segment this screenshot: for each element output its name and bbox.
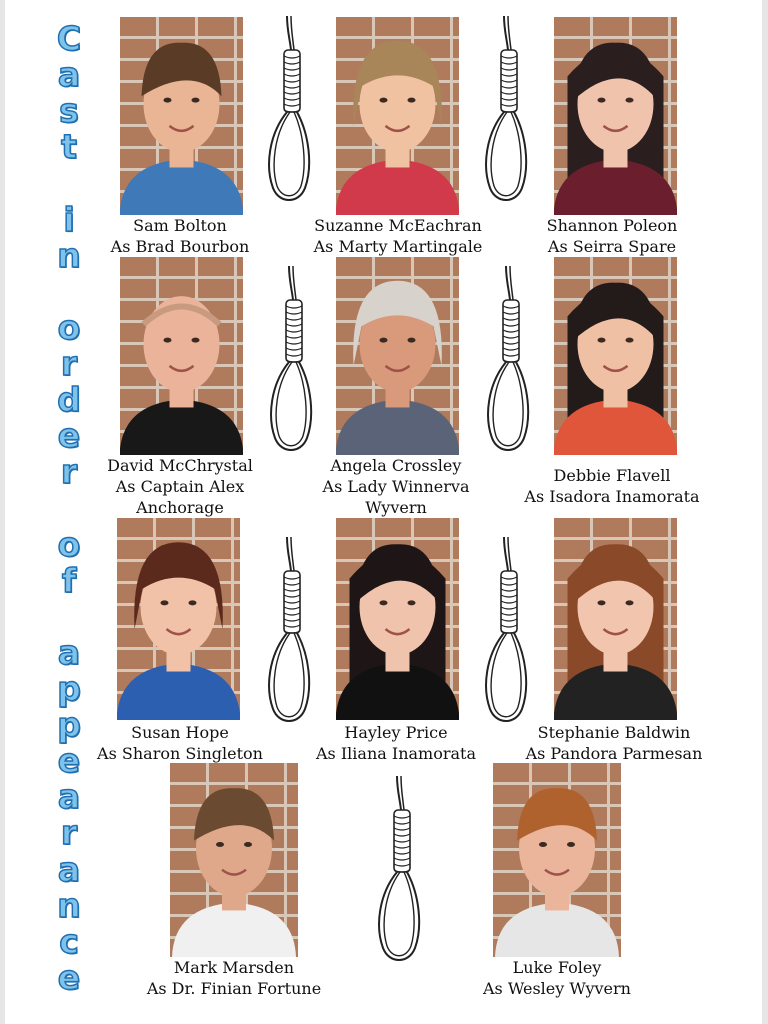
cast-photo (554, 257, 677, 455)
vertical-heading (48, 19, 90, 997)
cast-caption (90, 455, 270, 518)
actor-name: Sam Bolton (133, 216, 227, 235)
cast-photo (554, 17, 677, 215)
heading-letter: d (57, 380, 81, 419)
heading-letter: c (59, 922, 79, 961)
actor-name: Suzanne McEachran (314, 216, 482, 235)
cast-caption (134, 957, 334, 999)
role-name: As Wesley Wyvern (483, 979, 631, 998)
role-name: As Captain Alex (115, 477, 245, 496)
cast-photo (554, 518, 677, 720)
heading-letter: f (61, 561, 77, 600)
heading-letter: n (57, 236, 81, 275)
role-name: As Sharon Singleton (97, 744, 263, 763)
heading-letter: e (57, 741, 81, 780)
role-name: As Pandora Parmesan (525, 744, 703, 763)
role-name-continued: Anchorage (136, 498, 224, 517)
heading-letter: p (57, 705, 81, 744)
cast-photo (336, 257, 459, 455)
heading-letter: a (57, 777, 81, 816)
page-edge-left (0, 0, 5, 1024)
role-name: As Lady Winnerva (322, 477, 470, 496)
cast-photo (120, 257, 243, 455)
role-name: As Seirra Spare (547, 237, 677, 256)
heading-letter: e (57, 958, 81, 997)
role-name: As Dr. Finian Fortune (146, 979, 322, 998)
cast-caption (512, 722, 716, 764)
role-name: As Brad Bourbon (110, 237, 250, 256)
heading-letter: n (57, 886, 81, 925)
heading-letter: o (57, 308, 81, 347)
noose-icon (263, 16, 315, 208)
actor-name: Debbie Flavell (553, 466, 671, 485)
actor-name: Angela Crossley (330, 456, 462, 475)
actor-name: Stephanie Baldwin (537, 723, 691, 742)
heading-letter: a (57, 633, 81, 672)
cast-photo (336, 518, 459, 720)
heading-letter: a (57, 850, 81, 889)
cast-caption (88, 722, 272, 764)
heading-letter: t (61, 127, 77, 166)
heading-letter: r (60, 344, 78, 383)
cast-caption (100, 215, 260, 257)
cast-photo (120, 17, 243, 215)
actor-name: Shannon Poleon (546, 216, 678, 235)
heading-letter: i (63, 200, 75, 239)
cast-caption (306, 455, 486, 518)
page-edge-right (762, 0, 768, 1024)
actor-name: Hayley Price (344, 723, 448, 742)
cast-caption (512, 465, 712, 507)
cast-photo (117, 518, 240, 720)
cast-photo (336, 17, 459, 215)
role-name-continued: Wyvern (365, 498, 427, 517)
noose-icon (265, 266, 317, 458)
noose-icon (480, 16, 532, 208)
heading-letter: r (60, 452, 78, 491)
role-name: As Marty Martingale (313, 237, 483, 256)
cast-photo (170, 763, 298, 957)
heading-letter: C (56, 19, 82, 58)
noose-icon (373, 776, 425, 968)
cast-caption (528, 215, 696, 257)
cast-caption (298, 215, 498, 257)
noose-icon (263, 537, 315, 729)
cast-caption (303, 722, 489, 764)
actor-name: David McChrystal (107, 456, 253, 475)
actor-name: Luke Foley (512, 958, 602, 977)
heading-letter: p (57, 669, 81, 708)
role-name: As Isadora Inamorata (524, 487, 700, 506)
heading-letter: r (60, 813, 78, 852)
cast-photo (493, 763, 621, 957)
heading-letter: a (57, 55, 81, 94)
heading-letter: o (57, 525, 81, 564)
actor-name: Susan Hope (131, 723, 229, 742)
heading-letter: e (57, 416, 81, 455)
noose-icon (482, 266, 534, 458)
cast-caption (467, 957, 647, 999)
heading-letter: s (59, 91, 79, 130)
noose-icon (480, 537, 532, 729)
role-name: As Iliana Inamorata (316, 744, 476, 763)
actor-name: Mark Marsden (173, 958, 295, 977)
